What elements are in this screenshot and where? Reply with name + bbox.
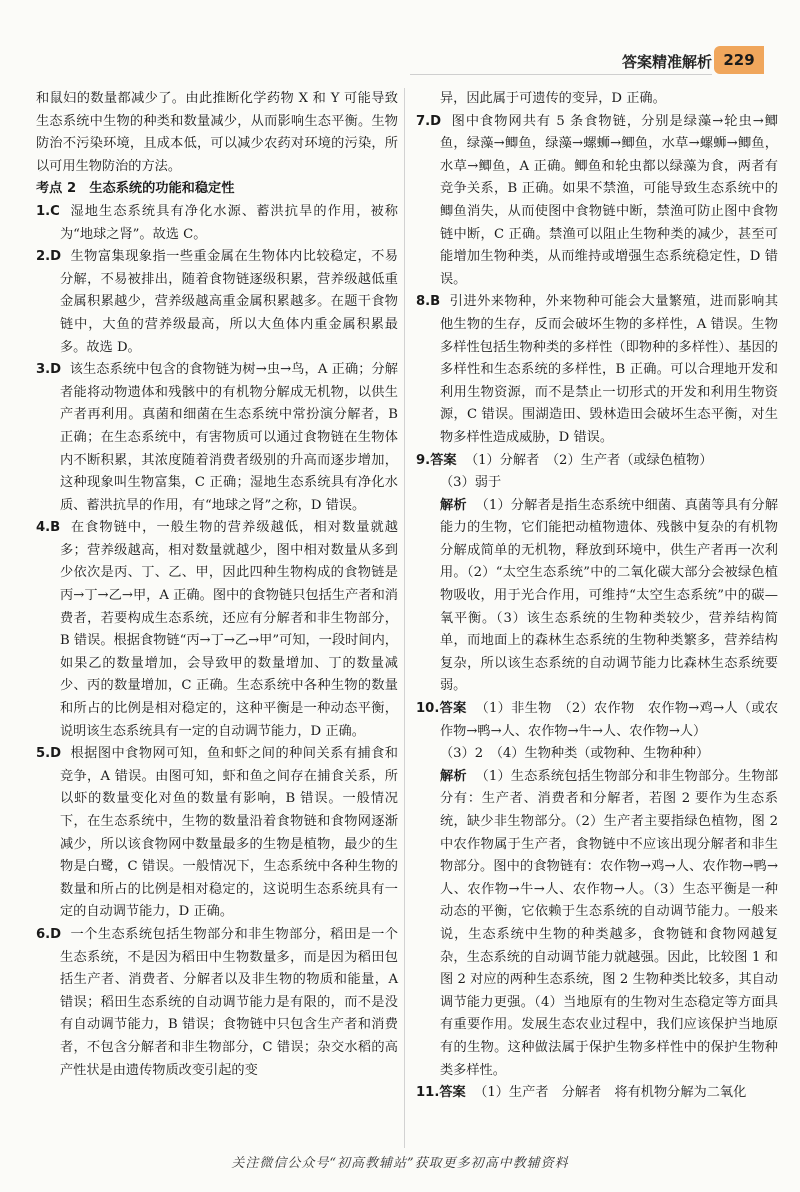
answer-text: 湿地生态系统具有净化水源、蓄洪抗旱的作用，被称为“地球之肾”。故选 C。 [60,203,398,242]
answer-number: 11. [416,1085,440,1101]
answer-item-5 [36,743,398,924]
answer-line-continued: （3）弱于 [440,475,502,491]
answer-number: 8.B [416,294,441,310]
answer-text: 该生态系统中包含的食物链为树→虫→鸟，A 正确；分解者能将动物遗体和残骸中的有机物分解成无机物，以供生产者再利用。真菌和细菌在生态系统中常扮演分解者，B 正确；在生态系统中，有害物质可以通过食物链在生物体内不断积累，其浓度随着消费者级别的升高而逐步增加，这种现象叫生物富集，C 正确；湿地生态系统具有净化水质、蓄洪抗旱的作用，有“地球之肾”之称，D 错误。 [60,362,398,513]
answer-label: 答案 [439,1085,466,1101]
section-heading: 考点 2 生态系统的功能和稳定性 [36,181,235,197]
left-column [36,88,398,1082]
header-title: 答案精准解析 [621,53,712,71]
answer-item-6 [36,924,398,1082]
answer-number: 10. [416,701,440,717]
answer-item-11 [416,1082,778,1105]
page-header [0,44,800,80]
answer-text: 图中食物网共有 5 条食物链，分别是绿藻→轮虫→鲫鱼，绿藻→鲫鱼，绿藻→螺蛳→鲫鱼，水草→螺蛳→鲫鱼，水草→鲫鱼，A 正确。鲫鱼和轮虫都以绿藻为食，两者有竞争关系，B 正确。如果不禁渔，可能导致生态系统中的鲫鱼消失，从而使图中食物链中断，禁渔可防止图中食物链中断，C 正确。禁渔可以阻止生物种类的减少，甚至可能增加生物种类，从而维持或增强生态系统稳定性，D 错误。 [440,113,778,287]
continuation-text: 异，因此属于可遗传的变异，D 正确。 [440,91,666,106]
right-column [416,88,778,1105]
answer-item-8 [416,291,778,449]
answer-item-7 [416,111,778,292]
analysis-label: 解析 [440,768,467,784]
answer-line-continued: （3）2 （4）生物种类（或物种、生物种种） [440,746,710,762]
answer-number: 3.D [36,362,62,378]
answer-text: 生物富集现象指一些重金属在生物体内比较稳定，不易分解，不易被排出，随着食物链逐级积累，营养级越低重金属积累越少，营养级越高重金属积累越多。在题干食物链中，大鱼的营养级最高，所以大鱼体内重金属积累最多。故选 D。 [60,249,398,355]
analysis-text: （1）生态系统包括生物部分和非生物部分。生物部分有：生产者、消费者和分解者，若图 2 要作为生态系统，缺少非生物部分。（2）生产者主要指绿色植物，图 2 中农作物属于生产者，食物链中不应该出现分解者和非生物部分。图中的食物链有：农作物→鸡→人、农作物→鸭→人、农作物→牛→人、农作物→人。（3）生态平衡是一种动态的平衡，它依赖于生态系统的自动调节能力。一般来说，生态系统中生物的种类越多，食物链和食物网越复杂，生态系统的自动调节能力就越强。因此，比较图 1 和图 2 对应的两种生态系统，图 2 生物种类比较多，其自动调节能力更强。（4）当地原有的生物对生态稳定等方面具有重要作用。发展生态农业过程中，我们应该保护当地原有的生物。这种做法属于保护生物多样性中的保护生物种类多样性。 [440,768,779,1078]
answer-line: （1）非生物 （2）农作物 农作物→鸡→人（或农作物→鸭→人、农作物→牛→人、农作物→人） [440,701,779,739]
answer-number: 5.D [36,746,62,762]
answer-number: 7.D [416,113,442,129]
analysis-block-9 [416,495,778,698]
answer-number: 1.C [36,203,60,219]
answer-item-4 [36,517,398,743]
answer-line: （1）分解者 （2）生产者（或绿色植物） [464,452,713,468]
analysis-label: 解析 [440,497,467,513]
answer-text: 根据图中食物网可知，鱼和虾之间的种间关系有捕食和竞争，A 错误。由图可知，虾和鱼之间存在捕食关系，所以虾的数量变化对鱼的数量有影响，B 错误。一般情况下，在生态系统中，生物的数量沿着食物链和食物网逐渐减少，所以该食物网中数量最多的生物是植物，最少的生物是白鹭，C 错误。一般情况下，生态系统中各种生物的数量和所占的比例是相对稳定的，这说明生态系统具有一定的自动调节能力，D 正确。 [60,746,398,920]
answer-number: 2.D [36,249,62,265]
answer-item-10 [416,698,778,743]
answer-label: 答案 [430,452,457,468]
answer-item-2 [36,246,398,359]
answer-item-3 [36,359,398,517]
answer-number: 6.D [36,926,62,942]
answer-label: 答案 [439,701,467,717]
page-number-badge: 229 [714,46,764,74]
analysis-text: （1）分解者是指生态系统中细菌、真菌等具有分解能力的生物，它们能把动植物遗体、残骸中复杂的有机物分解成简单的无机物，释放到环境中，供生产者再一次利用。（2）“太空生态系统”中的二氧化碳大部分会被绿色植物吸收，用于光合作用，可维持“太空生态系统”中的碳—氧平衡。（3）该生态系统的生物种类较少，营养结构简单，而地面上的森林生态系统的生物种类繁多，营养结构复杂，所以该生态系统的自动调节能力比森林生态系统要弱。 [440,497,779,694]
analysis-block-10 [416,766,778,1082]
answer-number: 9. [416,452,431,468]
header-rule [410,74,712,75]
answer-text: 引进外来物种，外来物种可能会大量繁殖，进而影响其他生物的生存，反而会破坏生物的多样性，A 错误。生物多样性包括生物种类的多样性（即物种的多样性）、基因的多样性和生态系统的多样性，B 正确。可以合理地开发和利用生物资源，而不是禁止一切形式的开发和利用生物资源，C 错误。围湖造田、毁林造田会破坏生态平衡，对生物多样性造成威胁，D 错误。 [440,294,779,445]
answer-item-1 [36,201,398,246]
intro-paragraph: 和鼠妇的数量都减少了。由此推断化学药物 X 和 Y 可能导致生态系统中生物的种类和数量减少，从而影响生态平衡。生物防治不污染环境，且成本低，可以减少农药对环境的污染，所以可用生物防治的方法。 [36,91,398,174]
answer-number: 4.B [36,520,61,536]
answer-item-9 [416,450,778,473]
footer-note: 关注微信公众号“初高教辅站”获取更多初高中教辅资料 [231,1156,569,1171]
answer-line: （1）生产者 分解者 将有机物分解为二氧化 [474,1085,747,1101]
column-divider [404,88,405,1148]
answer-text: 一个生态系统包括生物部分和非生物部分，稻田是一个生态系统，不是因为稻田中生物数量多，而是因为稻田包括生产者、消费者、分解者以及非生物的物质和能量，A 错误；稻田生态系统的自动调节能力是有限的，而不是没有自动调节能力，B 错误；食物链中只包含生产者和消费者，不包含分解者和非生物部分，C 错误；杂交水稻的高产性状是由遗传物质改变引起的变 [60,926,398,1078]
answer-text: 在食物链中，一般生物的营养级越低，相对数量就越多；营养级越高，相对数量就越少，图中相对数量从多到少依次是丙、丁、乙、甲，因此四种生物构成的食物链是丙→丁→乙→甲，A 正确。图中的食物链只包括生产者和消费者，若要构成生态系统，还应有分解者和非生物部分，B 错误。根据食物链“丙→丁→乙→甲”可知，一段时间内，如果乙的数量增加，会导致甲的数量增加、丁的数量减少、丙的数量增加，C 正确。生态系统中各种生物的数量和所占的比例是相对稳定的，这种平衡是一种动态平衡，说明该生态系统具有一定的自动调节能力，D 正确。 [60,520,398,739]
